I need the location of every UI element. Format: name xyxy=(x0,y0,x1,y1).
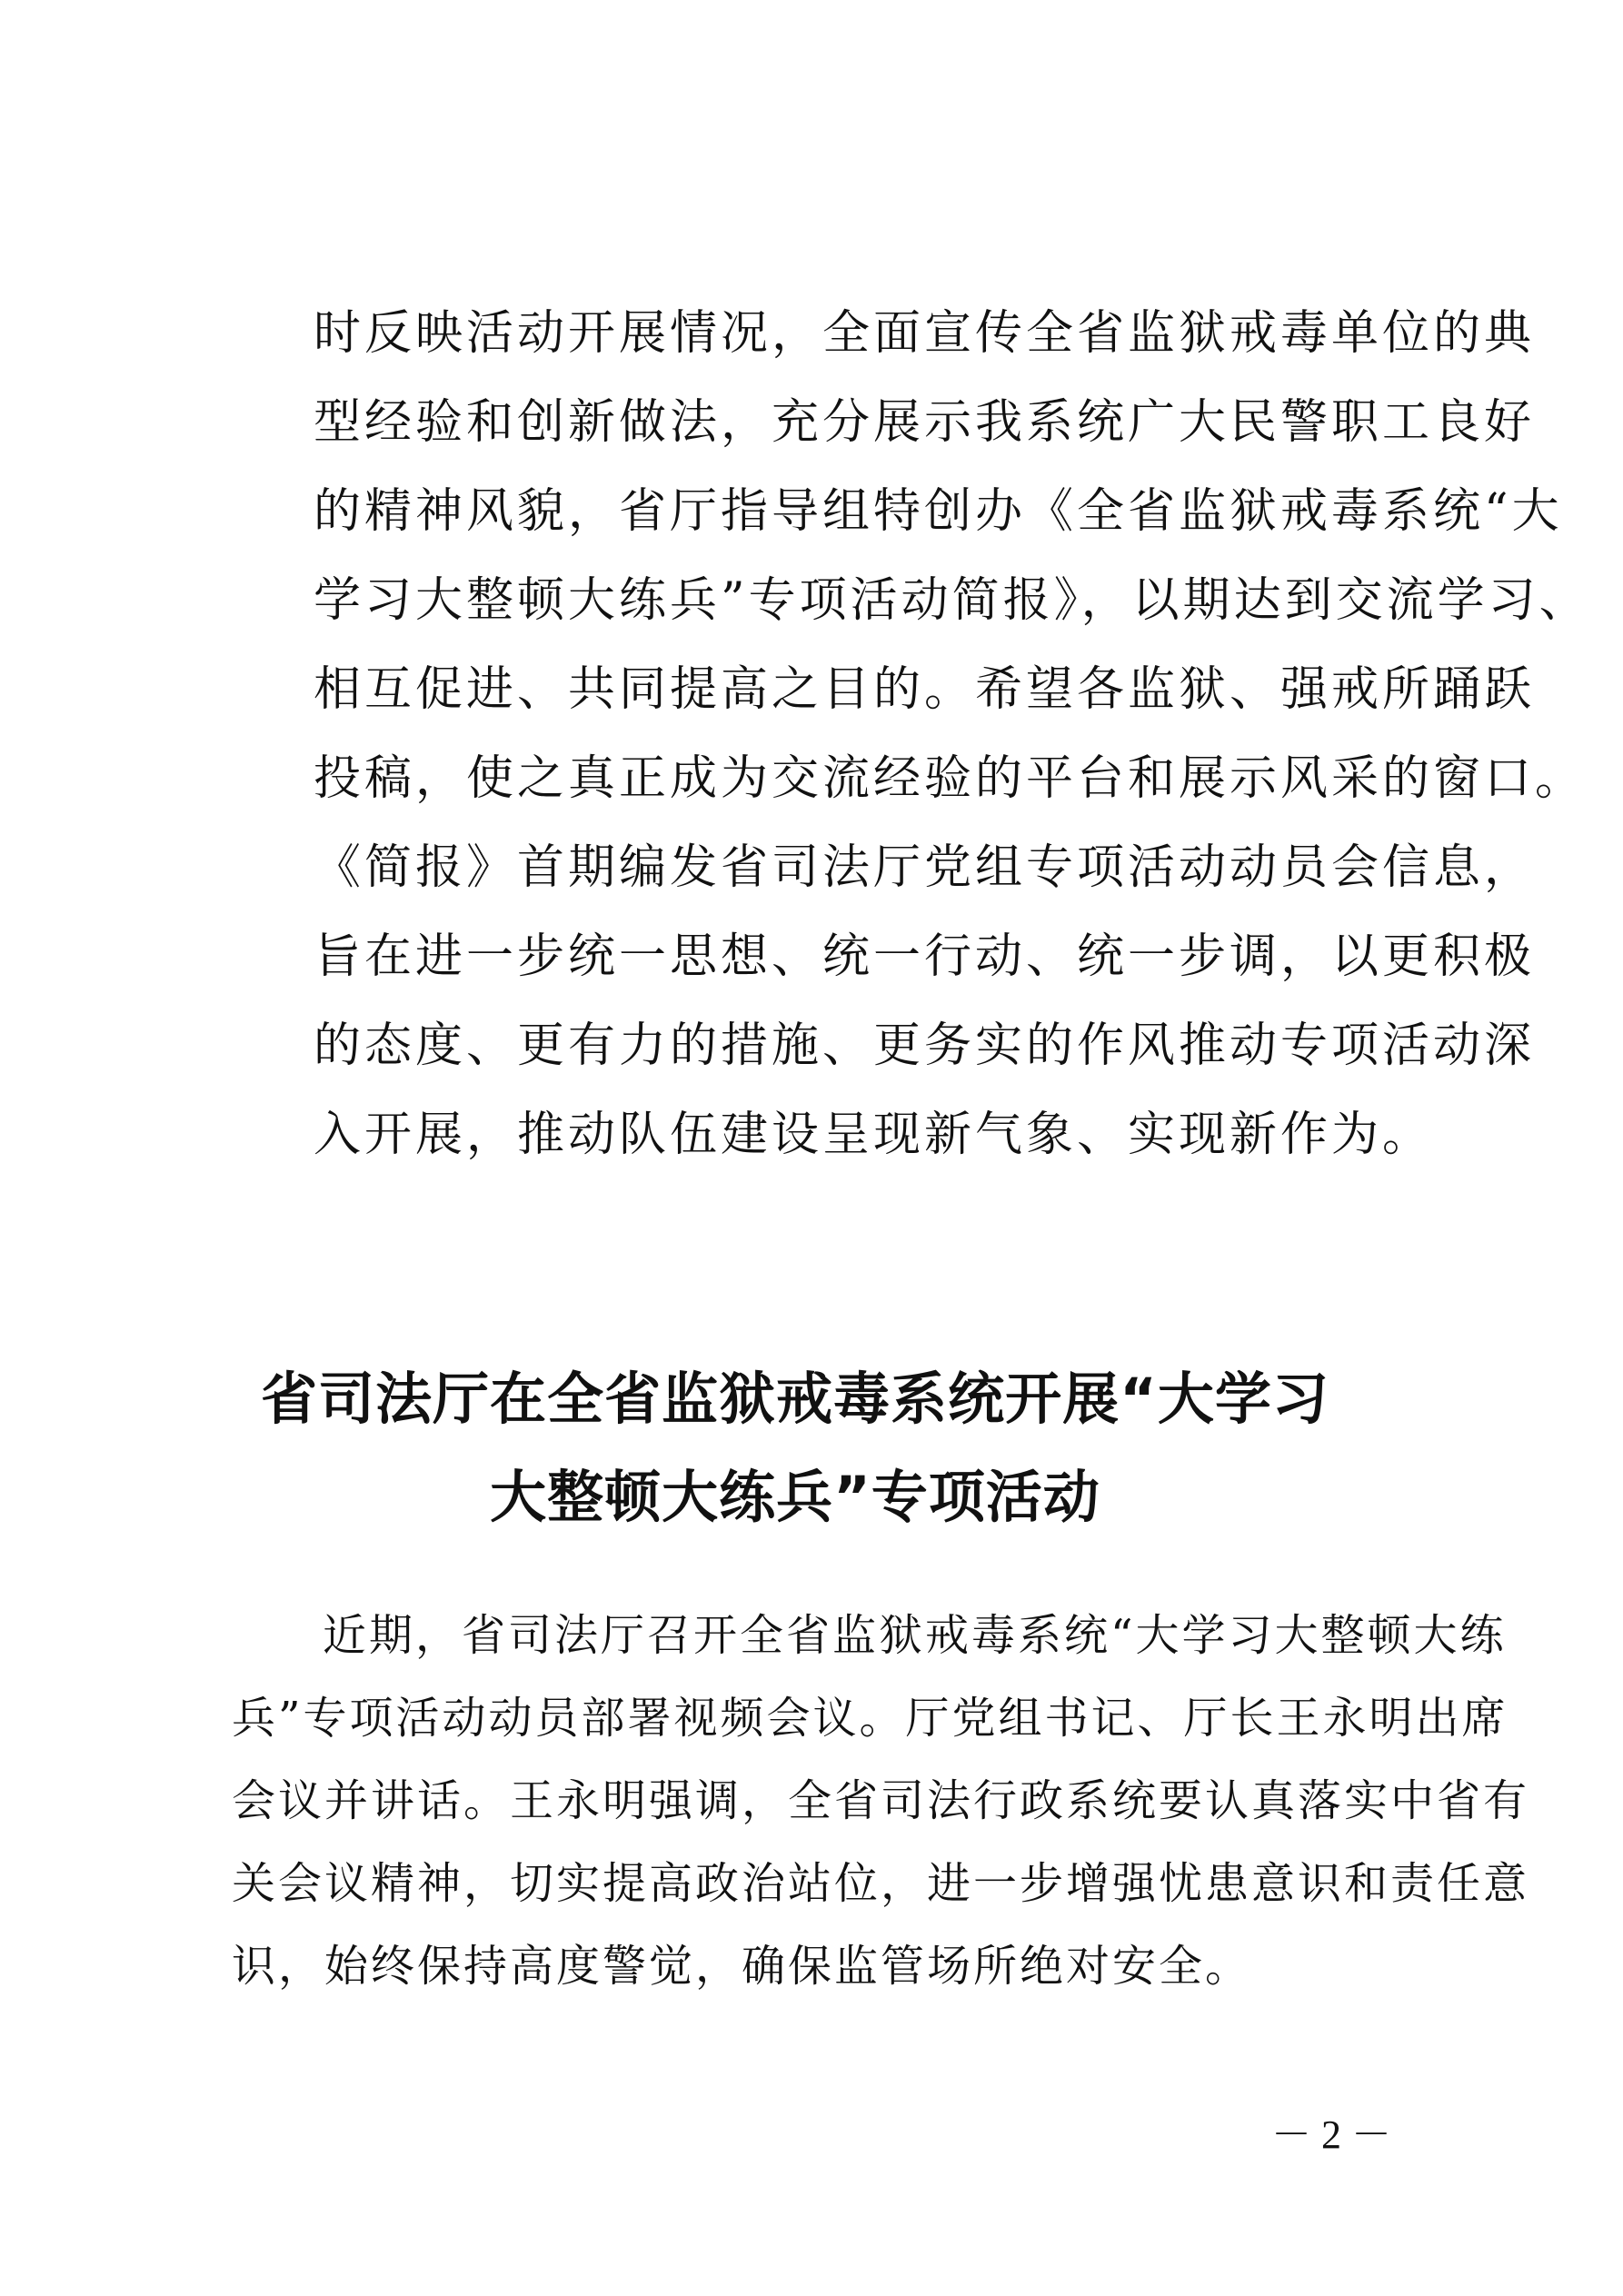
intro-line: 型经验和创新做法，充分展示我系统广大民警职工良好 xyxy=(314,395,1536,450)
headline-line: 大整顿大练兵”专项活动 xyxy=(490,1463,1100,1530)
article-headline xyxy=(236,1345,1354,1541)
intro-paragraph xyxy=(314,289,1590,1179)
article-line: 近期，省司法厅召开全省监狱戒毒系统“大学习大整顿大练 xyxy=(323,1610,1507,1661)
article-line: 会议并讲话。王永明强调，全省司法行政系统要认真落实中省有 xyxy=(232,1775,1530,1826)
intro-line: 的态度、更有力的措施、更务实的作风推动专项活动深 xyxy=(314,1019,1536,1073)
page-number: － 2 － xyxy=(1271,2112,1391,2157)
intro-line: 《简报》首期编发省司法厅党组专项活动动员会信息， xyxy=(314,840,1536,895)
intro-line: 学习大整顿大练兵”专项活动简报》，以期达到交流学习、 xyxy=(314,573,1590,628)
article-line: 兵”专项活动动员部署视频会议。厅党组书记、厅长王永明出席 xyxy=(232,1693,1508,1744)
intro-line: 相互促进、共同提高之目的。希望各监狱、强戒所踊跃 xyxy=(314,662,1536,717)
intro-line: 入开展，推动队伍建设呈现新气象、实现新作为。 xyxy=(314,1108,1434,1162)
intro-line: 投稿，使之真正成为交流经验的平台和展示风采的窗口。 xyxy=(314,751,1587,806)
intro-line: 时反映活动开展情况，全面宣传全省监狱戒毒单位的典 xyxy=(314,306,1536,361)
intro-line: 的精神风貌，省厅指导组特创办《全省监狱戒毒系统“大 xyxy=(314,484,1563,539)
intro-line: 旨在进一步统一思想、统一行动、统一步调，以更积极 xyxy=(314,929,1536,984)
article-body xyxy=(232,1590,1530,2003)
article-line: 识，始终保持高度警觉，确保监管场所绝对安全。 xyxy=(232,1941,1252,1992)
article-line: 关会议精神，切实提高政治站位，进一步增强忧患意识和责任意 xyxy=(232,1858,1530,1909)
headline-line: 省司法厅在全省监狱戒毒系统开展“大学习 xyxy=(261,1365,1329,1432)
